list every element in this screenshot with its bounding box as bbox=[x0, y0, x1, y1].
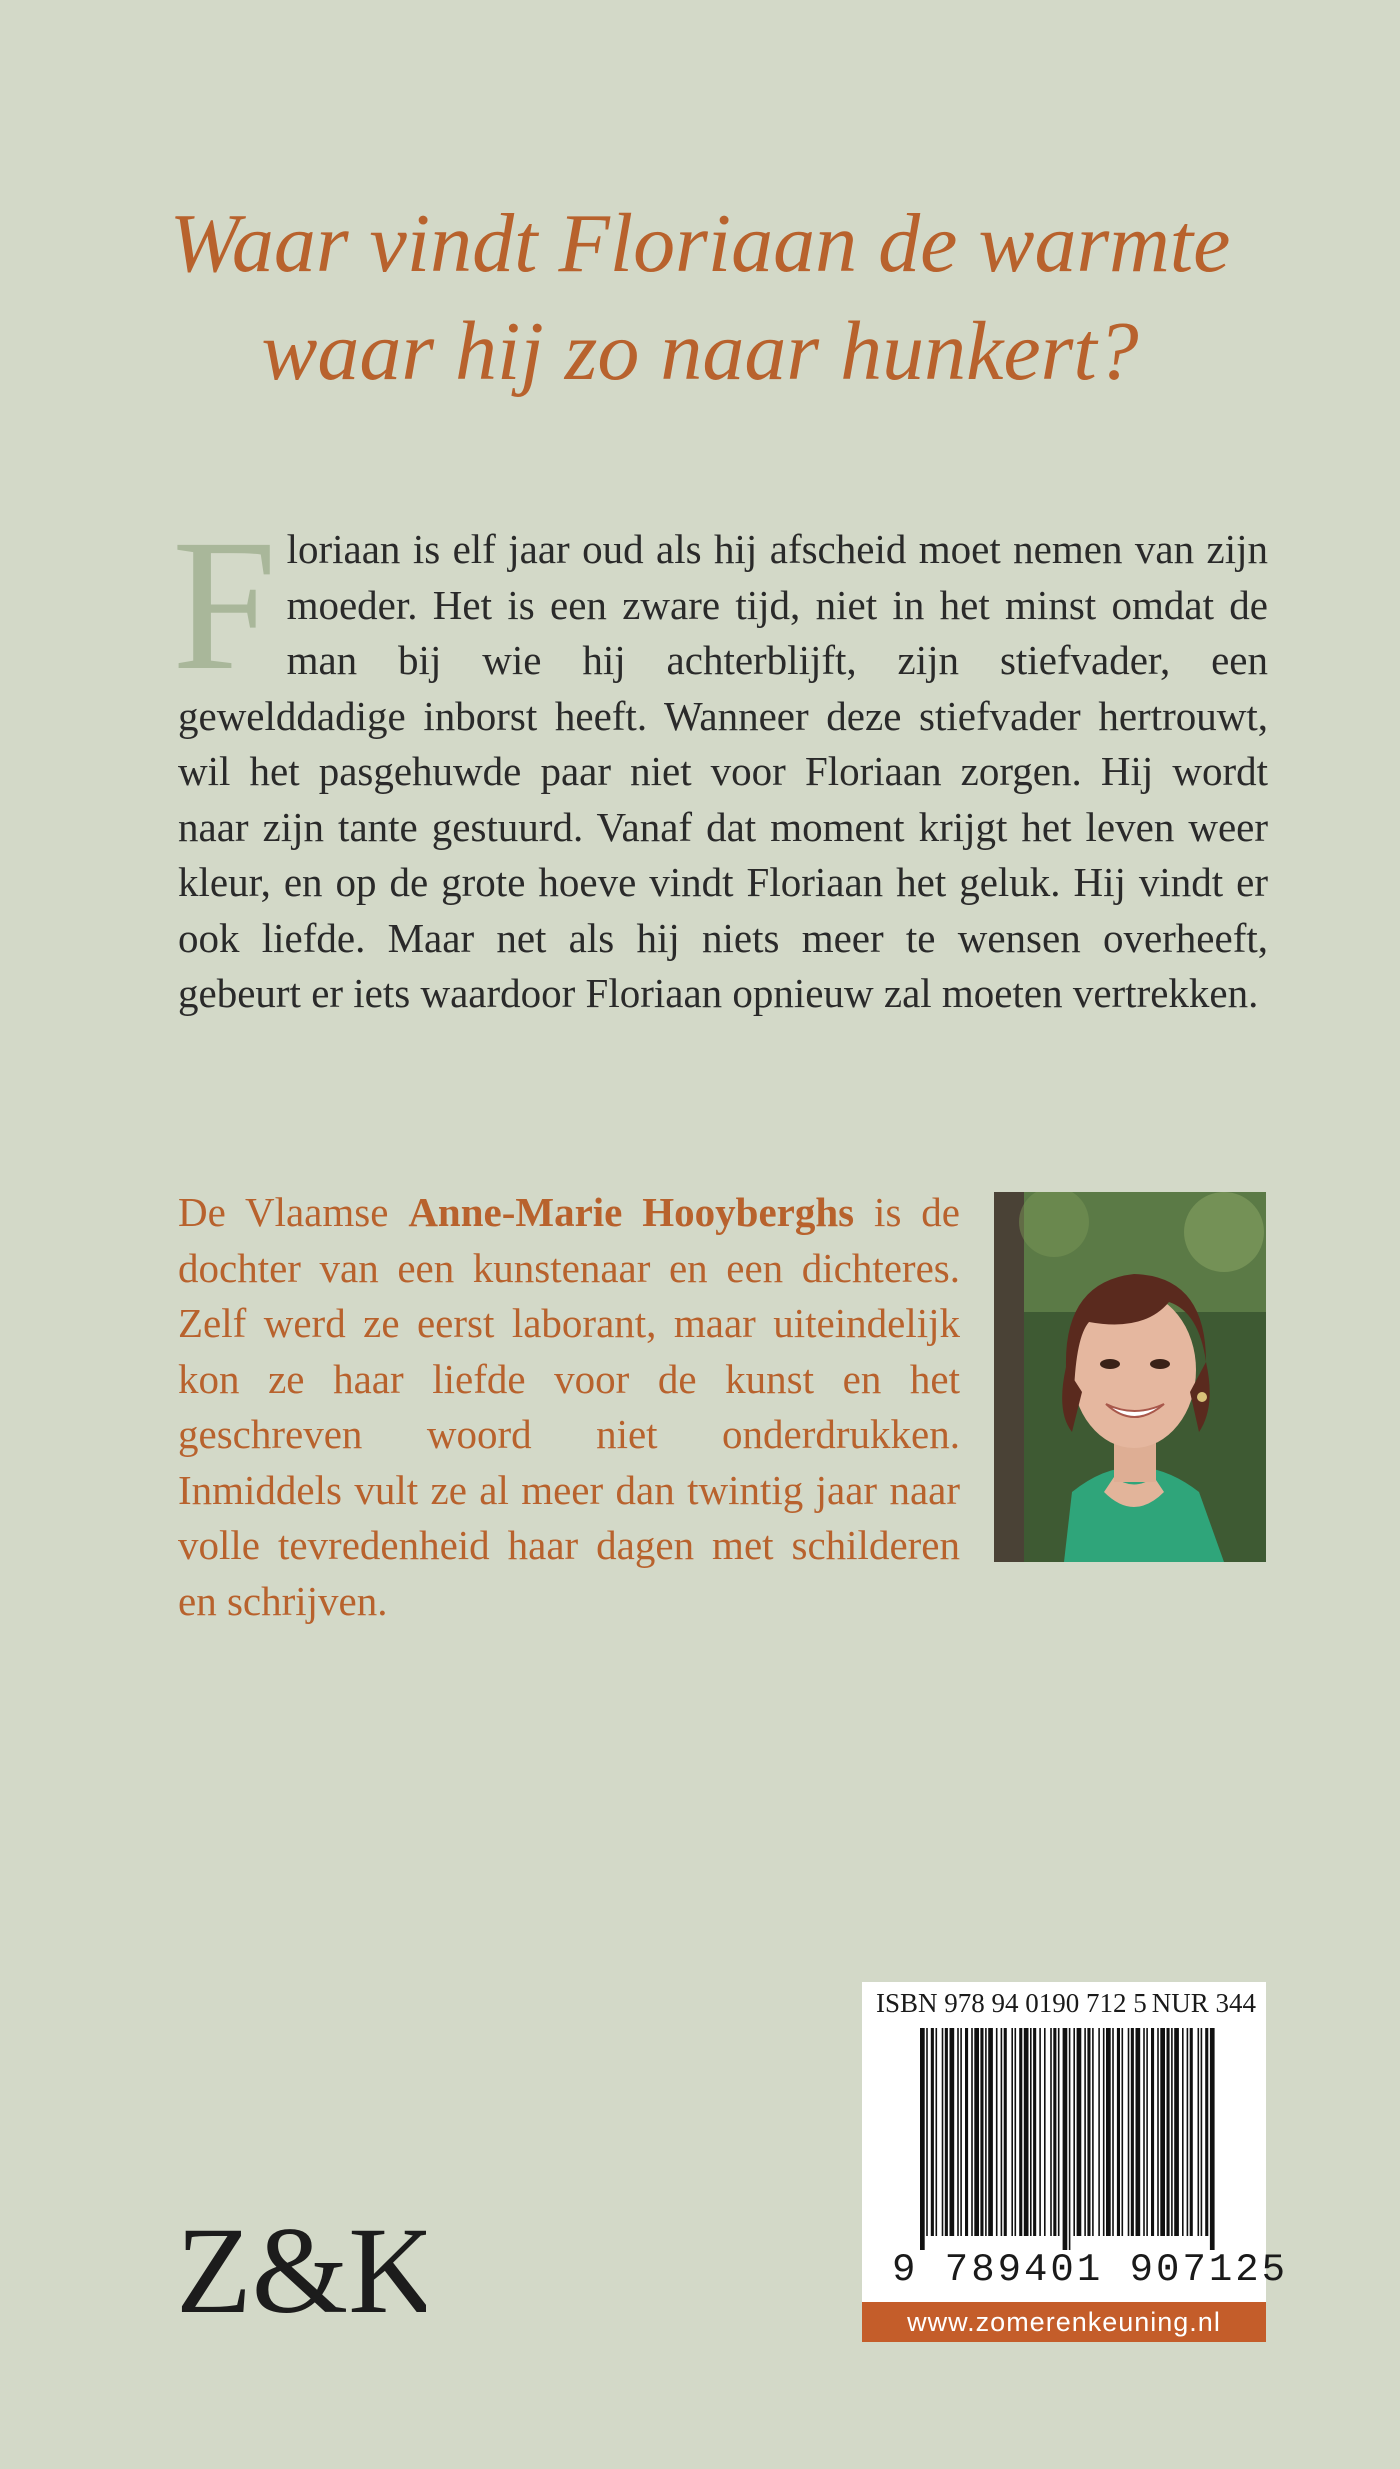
barcode-bar bbox=[1171, 2028, 1173, 2236]
barcode-bar bbox=[971, 2028, 973, 2236]
barcode-bar bbox=[931, 2028, 934, 2236]
barcode-bar bbox=[1069, 2028, 1071, 2250]
barcode-bar bbox=[980, 2028, 983, 2236]
barcode-bar bbox=[1182, 2028, 1184, 2236]
barcode-bar bbox=[1136, 2028, 1141, 2236]
barcode-bar bbox=[1112, 2028, 1114, 2236]
publisher-logo bbox=[176, 2200, 426, 2340]
publisher-logo-text: Z&K bbox=[176, 2202, 426, 2339]
barcode-digits: 9 789401 907125 bbox=[892, 2248, 1289, 2292]
barcode-bar bbox=[945, 2028, 948, 2236]
author-bio bbox=[178, 1185, 960, 1629]
isbn-line bbox=[876, 1988, 1256, 2019]
barcode-bar bbox=[1087, 2028, 1090, 2236]
bio-text: is de dochter van een kunstenaar en een dichteres. Zelf werd ze eerst laborant, maar uiteindelijk kon ze haar liefde voor de kunst en het geschreven woord niet onderdrukken. Inmiddels vult ze al meer dan twintig jaar naar volle tevredenheid haar dagen met schilderen en schrijven. bbox=[178, 1189, 960, 1624]
barcode-bar bbox=[920, 2028, 925, 2250]
barcode-bar bbox=[1019, 2028, 1022, 2236]
barcode-bar bbox=[1201, 2028, 1203, 2236]
barcode-bar bbox=[1128, 2028, 1130, 2236]
barcode-bar bbox=[1001, 2028, 1003, 2236]
publisher-logo-mark bbox=[176, 2200, 426, 2340]
barcode-bar bbox=[1151, 2028, 1154, 2236]
tagline bbox=[160, 190, 1240, 406]
barcode-bar bbox=[957, 2028, 959, 2236]
barcode-bar bbox=[1198, 2028, 1200, 2236]
barcode-bar bbox=[1210, 2028, 1215, 2250]
barcode-bar bbox=[1004, 2028, 1007, 2236]
barcode-bar bbox=[960, 2028, 962, 2236]
barcode-bar bbox=[1205, 2028, 1208, 2236]
barcode-bar bbox=[1077, 2028, 1082, 2236]
author-name: Anne-Marie Hooyberghs bbox=[408, 1189, 855, 1235]
author-photo bbox=[994, 1192, 1266, 1562]
barcode-bar bbox=[1030, 2028, 1032, 2236]
barcode-bar bbox=[1073, 2028, 1075, 2236]
publisher-website[interactable]: www.zomerenkeuning.nl bbox=[862, 2302, 1266, 2342]
isbn-number: ISBN 978 94 0190 712 5 bbox=[876, 1988, 1147, 2018]
barcode-bar bbox=[942, 2028, 944, 2236]
blurb-paragraph bbox=[172, 500, 1268, 1022]
blurb-text: loriaan is elf jaar oud als hij afscheid moet nemen van zijn moeder. Het is een zware tijd, niet in het minst omdat de man bij wie hij achterblijft, zijn stiefvader, een gewelddadige inborst heeft. Wanneer deze stiefvader hertrouwt, wil het pasgehuwde paar niet voor Floriaan zorgen. Hij wordt naar zijn tante gestuurd. Vanaf dat moment krijgt het leven weer kleur, en op de grote hoeve vindt Floriaan het geluk. Hij vindt er ook liefde. Maar net als hij niets meer te wensen overheeft, gebeurt er iets waardoor Floriaan opnieuw zal moeten vertrekken. bbox=[178, 526, 1268, 1016]
barcode-bars bbox=[920, 2028, 1220, 2250]
barcode-bar bbox=[1103, 2028, 1105, 2236]
barcode-bar bbox=[1044, 2028, 1046, 2236]
barcode-bar bbox=[965, 2028, 968, 2236]
barcode-bar bbox=[1146, 2028, 1148, 2236]
author-portrait-icon bbox=[994, 1192, 1266, 1562]
drop-cap: F bbox=[172, 500, 277, 709]
barcode-bar bbox=[1084, 2028, 1086, 2236]
barcode-bar bbox=[1024, 2028, 1029, 2236]
barcode-bar bbox=[1015, 2028, 1017, 2236]
barcode-bar bbox=[1160, 2028, 1165, 2236]
barcode-bar bbox=[996, 2028, 998, 2236]
barcode-bar bbox=[1167, 2028, 1170, 2236]
barcode-bar bbox=[985, 2028, 987, 2236]
barcode-bar bbox=[1190, 2028, 1193, 2236]
barcode-bar bbox=[1174, 2028, 1179, 2236]
barcode-bar bbox=[1039, 2028, 1041, 2236]
barcode-bar bbox=[1063, 2028, 1068, 2250]
barcode-bar bbox=[1122, 2028, 1124, 2236]
barcode-bar bbox=[1053, 2028, 1056, 2236]
barcode-bar bbox=[1143, 2028, 1145, 2236]
barcode-bar bbox=[1058, 2028, 1060, 2236]
barcode-bar bbox=[950, 2028, 955, 2236]
barcode-bar bbox=[936, 2028, 938, 2236]
barcode-bar bbox=[1098, 2028, 1100, 2236]
bio-intro: De Vlaamse bbox=[178, 1189, 389, 1235]
barcode-bar bbox=[1050, 2028, 1052, 2236]
barcode-bar bbox=[988, 2028, 993, 2236]
nur-code: NUR 344 bbox=[1151, 1988, 1256, 2018]
barcode-bar bbox=[1117, 2028, 1120, 2236]
barcode-bar bbox=[1157, 2028, 1159, 2236]
barcode-bar bbox=[1131, 2028, 1134, 2236]
tagline-line-1: Waar vindt Floriaan de warmte bbox=[169, 197, 1231, 290]
barcode-bar bbox=[1187, 2028, 1189, 2236]
barcode-bar bbox=[1106, 2028, 1111, 2236]
barcode-box bbox=[862, 1982, 1289, 2342]
barcode-bar bbox=[974, 2028, 979, 2236]
barcode-bar bbox=[1092, 2028, 1094, 2236]
barcode-bar bbox=[1011, 2028, 1013, 2236]
tagline-line-2: waar hij zo naar hunkert? bbox=[261, 305, 1139, 398]
barcode-bar bbox=[1033, 2028, 1036, 2236]
barcode-bar bbox=[926, 2028, 928, 2236]
